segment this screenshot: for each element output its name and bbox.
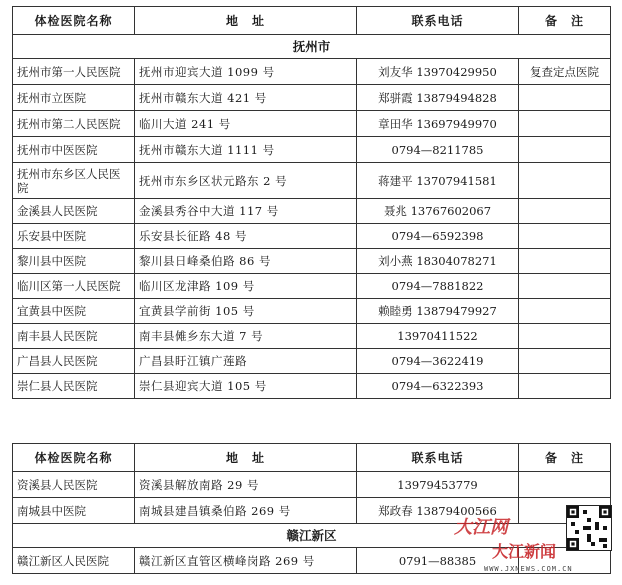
phone-cell: 0794—6592398 [357,224,519,249]
phone-cell: 13970411522 [357,324,519,349]
note-cell [519,299,611,324]
watermark-news-label: 大江新闻 [492,542,557,561]
hospital-name-cell: 临川区第一人民医院 [13,274,135,299]
address-cell: 抚州市赣东大道 1111 号 [135,137,357,163]
address-cell: 南丰县傩乡东大道 7 号 [135,324,357,349]
note-cell [519,249,611,274]
phone-cell: 聂兆 13767602067 [357,199,519,224]
header-phone: 联系电话 [357,444,519,472]
phone-cell: 郑政春 13879400566 [357,498,519,524]
table-row [13,224,611,249]
table-row [13,374,611,399]
header-hospital-name: 体检医院名称 [13,7,135,35]
phone-cell: 0794—7881822 [357,274,519,299]
address-cell: 乐安县长征路 48 号 [135,224,357,249]
header-note: 备 注 [519,7,611,35]
table-row [13,249,611,274]
phone-cell: 郑骈霞 13879494828 [357,85,519,111]
phone-cell: 0794—8211785 [357,137,519,163]
hospital-table-fuzhou [12,6,611,399]
table-row [13,111,611,137]
table-row [13,59,611,85]
phone-cell: 13979453779 [357,472,519,498]
address-cell: 临川大道 241 号 [135,111,357,137]
hospital-name-cell: 广昌县人民医院 [13,349,135,374]
hospital-name-cell: 抚州市中医医院 [13,137,135,163]
note-cell [519,274,611,299]
address-cell: 抚州市东乡区状元路东 2 号 [135,163,357,199]
table-row [13,85,611,111]
table-row [13,163,611,199]
address-cell: 临川区龙津路 109 号 [135,274,357,299]
address-cell: 南城县建昌镇桑伯路 269 号 [135,498,357,524]
note-cell [519,199,611,224]
header-phone: 联系电话 [357,7,519,35]
header-note: 备 注 [519,444,611,472]
hospital-name-cell: 资溪县人民医院 [13,472,135,498]
hospital-name-cell: 南丰县人民医院 [13,324,135,349]
hospital-name-cell: 宜黄县中医院 [13,299,135,324]
table-row [13,349,611,374]
qr-code-icon [566,505,612,551]
region-label: 抚州市 [13,35,611,59]
table-row [13,199,611,224]
hospital-name-cell: 乐安县中医院 [13,224,135,249]
address-cell: 资溪县解放南路 29 号 [135,472,357,498]
address-cell: 抚州市赣东大道 421 号 [135,85,357,111]
phone-cell: 章田华 13697949970 [357,111,519,137]
phone-cell: 0794—6322393 [357,374,519,399]
region-row [13,35,611,59]
phone-cell: 0794—3622419 [357,349,519,374]
address-cell: 崇仁县迎宾大道 105 号 [135,374,357,399]
hospital-name-cell: 抚州市第二人民医院 [13,111,135,137]
hospital-name-cell: 抚州市第一人民医院 [13,59,135,85]
header-hospital-name: 体检医院名称 [13,444,135,472]
hospital-name-cell: 崇仁县人民医院 [13,374,135,399]
note-cell: 复查定点医院 [519,59,611,85]
hospital-name-cell: 黎川县中医院 [13,249,135,274]
address-cell: 抚州市迎宾大道 1099 号 [135,59,357,85]
note-cell [519,472,611,498]
address-cell: 赣江新区直管区横峰岗路 269 号 [135,548,357,574]
table-row [13,324,611,349]
note-cell [519,224,611,249]
watermark [444,503,614,581]
note-cell [519,324,611,349]
note-cell [519,111,611,137]
phone-cell: 0791—88385 [357,548,519,574]
address-cell: 宜黄县学前街 105 号 [135,299,357,324]
note-cell [519,137,611,163]
header-address: 地 址 [135,7,357,35]
note-cell [519,349,611,374]
table-header-row [13,7,611,35]
phone-cell: 蒋建平 13707941581 [357,163,519,199]
note-cell [519,163,611,199]
hospital-name-cell: 赣江新区人民医院 [13,548,135,574]
hospital-name-cell: 抚州市东乡区人民医院 [13,163,135,199]
note-cell [519,85,611,111]
phone-cell: 刘友华 13970429950 [357,59,519,85]
table-row [13,299,611,324]
hospital-name-cell: 金溪县人民医院 [13,199,135,224]
hospital-name-cell: 抚州市立医院 [13,85,135,111]
watermark-logo: 大江网 [454,517,508,538]
table-row [13,472,611,498]
address-cell: 广昌县盱江镇广莲路 [135,349,357,374]
table-row [13,274,611,299]
address-cell: 黎川县日峰桑伯路 86 号 [135,249,357,274]
header-address: 地 址 [135,444,357,472]
address-cell: 金溪县秀谷中大道 117 号 [135,199,357,224]
table-header-row [13,444,611,472]
hospital-name-cell: 南城县中医院 [13,498,135,524]
phone-cell: 赖睦勇 13879479927 [357,299,519,324]
table-row [13,137,611,163]
note-cell [519,374,611,399]
region-label: 赣江新区 [13,524,611,548]
phone-cell: 刘小燕 18304078271 [357,249,519,274]
watermark-url: WWW.JXNEWS.COM.CN [484,565,573,573]
